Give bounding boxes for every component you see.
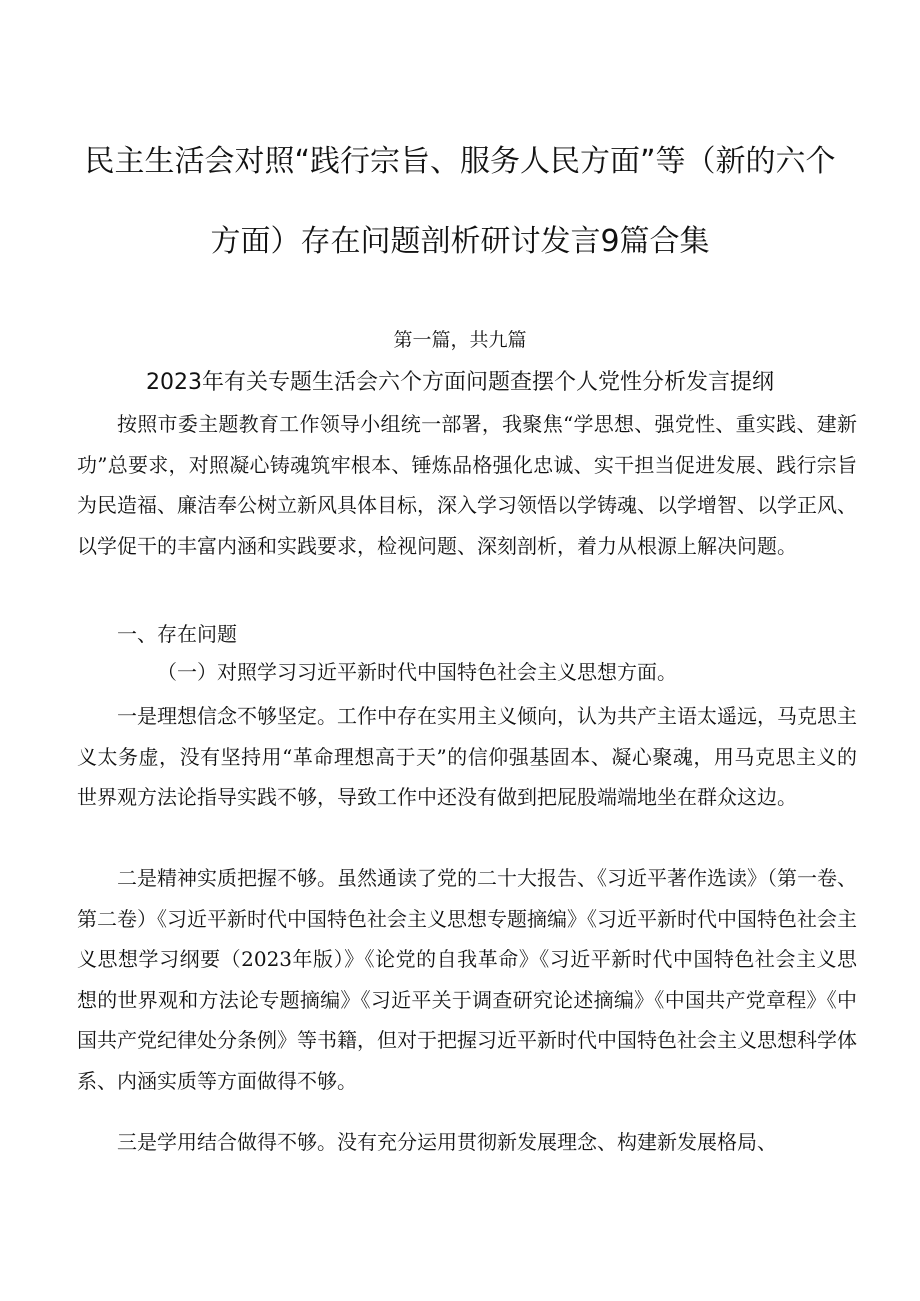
point-one-paragraph: 一是理想信念不够坚定。工作中存在实用主义倾向，认为共产主语太遥远，马克思主义太务虚，没有坚持用“革命理想高于天”的信仰强基固本、凝心聚魂，用马克思主义的世界观方法论指导实践不够，导致工作中还没有做到把屁股端端地坐在群众这边。 [77,704,857,809]
part-label: 第一篇，共九篇 [393,329,527,351]
section-heading-block [77,614,857,655]
section-subtitle: 2023年有关专题生活会六个方面问题查摆个人党性分析发言提纲 [146,370,774,395]
subsection-heading: （一）对照学习习近平新时代中国特色社会主义思想方面。 [157,660,677,684]
point-two-block [77,858,857,1101]
point-two-paragraph: 二是精神实质把握不够。虽然通读了党的二十大报告、《习近平著作选读》（第一卷、第二卷）《习近平新时代中国特色社会主义思想专题摘编》《习近平新时代中国特色社会主义思想学习纲要（2023年版）》《论党的自我革命》《习近平新时代中国特色社会主义思想的世界观和方法论专题摘编》《习近平关于调查研究论述摘编》《中国共产党章程》《中国共产党纪律处分条例》等书籍，但对于把握习近平新时代中国特色社会主义思想科学体系、内涵实质等方面做得不够。 [77,866,857,1093]
document-title-line-1: 民主生活会对照“践行宗旨、服务人民方面”等（新的六个 [84,144,836,179]
subsection-heading-block [77,652,857,693]
document-title-line-2: 方面）存在问题剖析研讨发言9篇合集 [210,224,710,259]
point-three-block [77,1122,857,1163]
intro-paragraph-block [77,404,857,566]
point-one-block [77,696,857,818]
section-heading: 一、存在问题 [117,622,237,646]
point-three-paragraph: 三是学用结合做得不够。没有充分运用贯彻新发展理念、构建新发展格局、 [117,1130,777,1154]
intro-paragraph: 按照市委主题教育工作领导小组统一部署，我聚焦“学思想、强党性、重实践、建新功”总要求，对照凝心铸魂筑牢根本、锤炼品格强化忠诚、实干担当促进发展、践行宗旨为民造福、廉洁奉公树立新风具体目标，深入学习领悟以学铸魂、以学增智、以学正风、以学促干的丰富内涵和实践要求，检视问题、深刻剖析，着力从根源上解决问题。 [77,412,857,558]
